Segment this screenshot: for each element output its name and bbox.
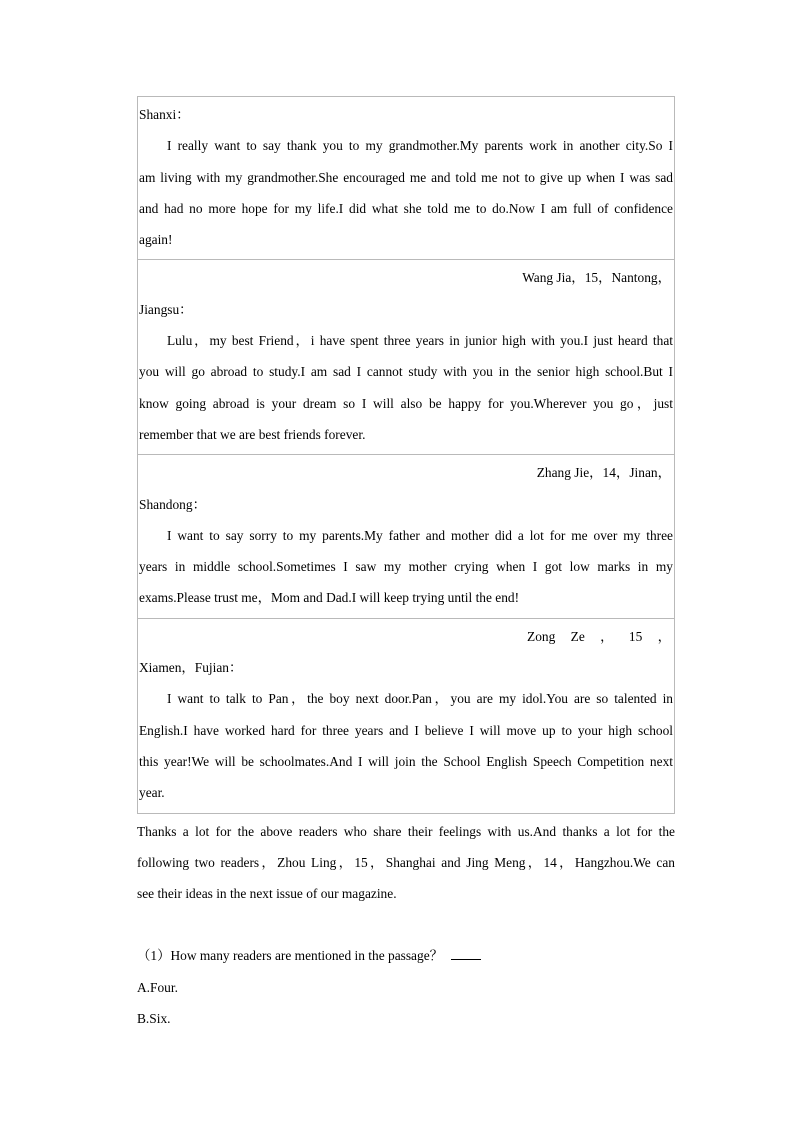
reader-message-line: years in middle school.Sometimes I saw my mother crying when I got low marks in my: [139, 559, 673, 575]
reader-place: Xiamen，Fujian：: [139, 660, 243, 676]
reader-row: [138, 97, 675, 260]
reader-message-line: and had no more hope for my life.I did what she told me to do.Now I am full of confidence: [139, 200, 673, 216]
question-block: [137, 940, 675, 1034]
reader-name-age-city: Zhang Jie，14，Jinan，: [536, 465, 671, 481]
reader-place: Jiangsu：: [139, 301, 193, 317]
reader-row: [138, 618, 675, 813]
reader-name-age-city: Zong Ze ， 15 ，: [527, 628, 671, 644]
reader-message-line: you will go abroad to study.I am sad I cannot study with you in the senior high school.But I: [139, 364, 673, 380]
reader-cell: [138, 618, 675, 813]
reader-row: [138, 455, 675, 618]
option-a[interactable]: A.Four.: [137, 979, 178, 995]
reader-message-line: this year!We will be schoolmates.And I will join the School English Speech Competition next: [139, 753, 673, 769]
question-text: （1）How many readers are mentioned in the passage？: [137, 948, 444, 964]
document-page: [137, 96, 675, 1034]
reader-cell: [138, 260, 675, 455]
reader-message-line: know going abroad is your dream so I will also be happy for you.Wherever you go，just: [139, 395, 673, 411]
reader-name-age-city: Wang Jia，15，Nantong，: [522, 270, 671, 286]
reader-message-line: again!: [139, 232, 173, 248]
reader-message-line: am living with my grandmother.She encouraged me and told me not to give up when I was sad: [139, 169, 673, 185]
closing-line: see their ideas in the next issue of our magazine.: [137, 886, 397, 902]
reader-message-line: I want to say sorry to my parents.My father and mother did a lot for me over my three: [167, 527, 673, 543]
reader-place: Shanxi：: [139, 107, 190, 122]
reader-message-line: exams.Please trust me，Mom and Dad.I will keep trying until the end!: [139, 590, 520, 606]
readers-table: [137, 96, 675, 814]
reader-cell: [138, 455, 675, 618]
answer-blank[interactable]: [451, 947, 481, 960]
closing-paragraph: [137, 816, 675, 910]
reader-message-line: I really want to say thank you to my grandmother.My parents work in another city.So I: [167, 138, 673, 154]
spacer: [137, 909, 675, 940]
question-line: [137, 940, 675, 971]
reader-cell: [138, 97, 675, 260]
closing-line: following two readers，Zhou Ling，15，Shanghai and Jing Meng，14，Hangzhou.We can: [137, 854, 675, 870]
reader-message-line: Lulu，my best Friend，i have spent three years in junior high with you.I just heard that: [167, 333, 673, 349]
closing-line: Thanks a lot for the above readers who share their feelings with us.And thanks a lot for the: [137, 823, 675, 839]
reader-message-line: remember that we are best friends forever.: [139, 426, 366, 442]
reader-place: Shandong：: [139, 496, 206, 512]
reader-message-line: English.I have worked hard for three years and I believe I will move up to your high school: [139, 722, 673, 738]
option-b[interactable]: B.Six.: [137, 1011, 171, 1027]
reader-message-line: I want to talk to Pan，the boy next door.Pan，you are my idol.You are so talented in: [167, 691, 673, 707]
reader-message-line: year.: [139, 785, 165, 801]
reader-row: [138, 260, 675, 455]
